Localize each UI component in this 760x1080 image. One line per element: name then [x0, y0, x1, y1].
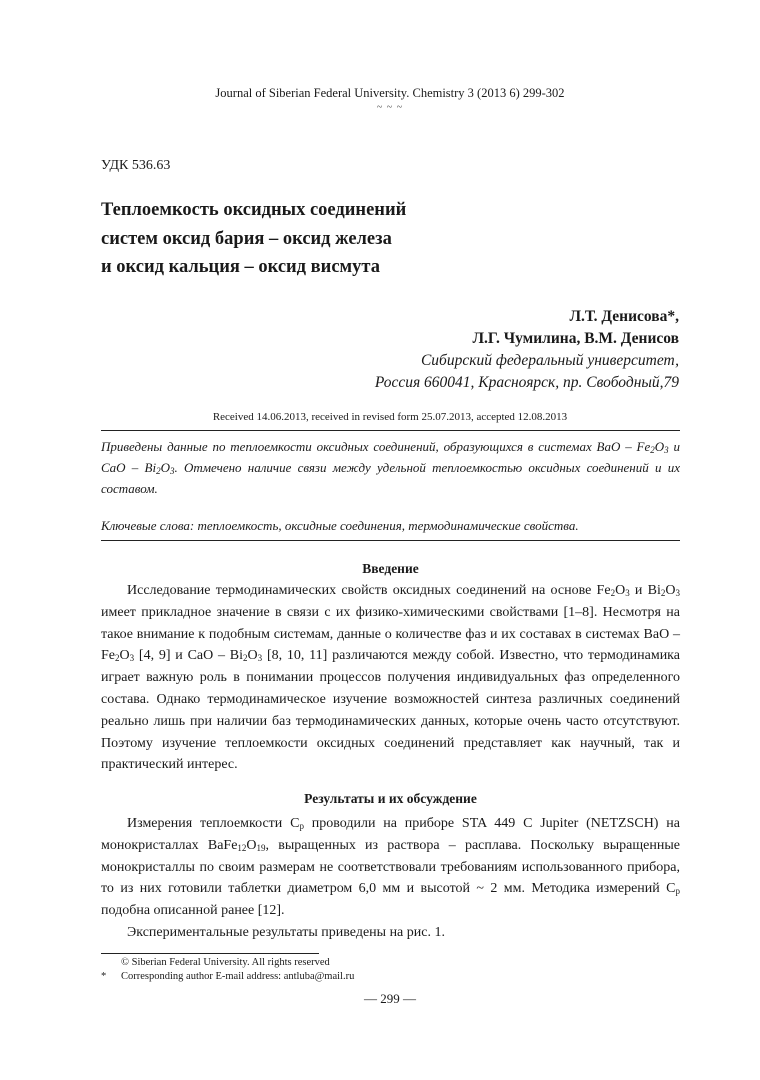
intro-paragraph: Исследование термодинамических свойств оксидных соединений на основе $Fe_2O_3$ и $Bi_2O_3$ имеет прикладное значение в связи с их физико-химическими свойствами [1–8]. Несмотря на такое внимание к подобным системам, данные о количестве фаз и их составах в системах BaO – $Fe_2O_3$ [4, 9] и CaO – $Bi_2O_3$ [8, 10, 11] различаются между собой. Известно, что термодинамика играет важную роль в понимании процессов получения индивидуальных фаз определенного состава. Однако термодинамическое изучение возможностей синтеза различных соединений реально лишь при наличии баз термодинамических данных, которые очень часто отсутствуют. Поэтому изучение теплоемкости оксидных соединений представляет как научный, так и практический интерес. [101, 583, 680, 773]
intro-heading: Введение [362, 561, 419, 576]
footnote-copyright: © Siberian Federal University. All rights reserved [121, 957, 330, 968]
journal-header: Journal of Siberian Federal University. Chemistry 3 (2013 6) 299-302 [215, 86, 565, 100]
abstract: Приведены данные по теплоемкости оксидных соединений, образующихся в системах BaO – $Fe_2O_3$ и CaO – $Bi_2O_3$. Отмечено наличие связи между удельной теплоемкостью оксидных соединений и их составом. [101, 439, 680, 496]
divider-bottom [101, 540, 680, 541]
author-line-2: Л.Г. Чумилина, В.М. Денисов [472, 330, 679, 347]
title-line-2: систем оксид бария – оксид железа [101, 228, 392, 249]
received-dates: Received 14.06.2013, received in revised form 25.07.2013, accepted 12.08.2013 [212, 411, 568, 423]
results-heading: Результаты и их обсуждение [304, 791, 477, 806]
header-ornament: ~ ~ ~ [376, 102, 404, 113]
title-line-1: Теплоемкость оксидных соединений [101, 200, 407, 220]
title-line-3: и оксид кальция – оксид висмута [101, 257, 380, 277]
affiliation-line-2: Россия 660041, Красноярск, пр. Свободный,79 [374, 374, 679, 391]
author-line-1: Л.Т. Денисова*, [569, 308, 679, 325]
results-paragraph: Измерения теплоемкости $C_p$ проводили на приборе STA 449 C Jupiter (NETZSCH) на монокристаллах $BaFe_{12}O_{19}$, выращенных из раствора – расплава. Поскольку выращенные монокристаллы по своим размерам не соответствовали требованиям использованного прибора, то из них готовили таблетки диаметром 6,0 мм и высотой ~ 2 мм. Методика измерений $C_p$ подобна описанной ранее [12]. Экспериментальные результаты приведены на рис. 1. [101, 813, 680, 944]
udk-code: УДК 536.63 [101, 158, 171, 173]
affiliation-line-1: Сибирский федеральный университет, [420, 352, 679, 369]
authors-block [375, 306, 679, 394]
keywords: Ключевые слова: теплоемкость, оксидные соединения, термодинамические свойства. [101, 518, 579, 533]
article-title [101, 196, 406, 282]
divider-top [101, 430, 680, 431]
results-paragraph-2: Экспериментальные результаты приведены на рис. 1. [127, 924, 445, 940]
footnote-rule [101, 953, 319, 954]
footnote-corresponding: * Corresponding author E-mail address: antluba@mail.ru [101, 971, 355, 982]
page-number: — 299 — [364, 991, 416, 1006]
